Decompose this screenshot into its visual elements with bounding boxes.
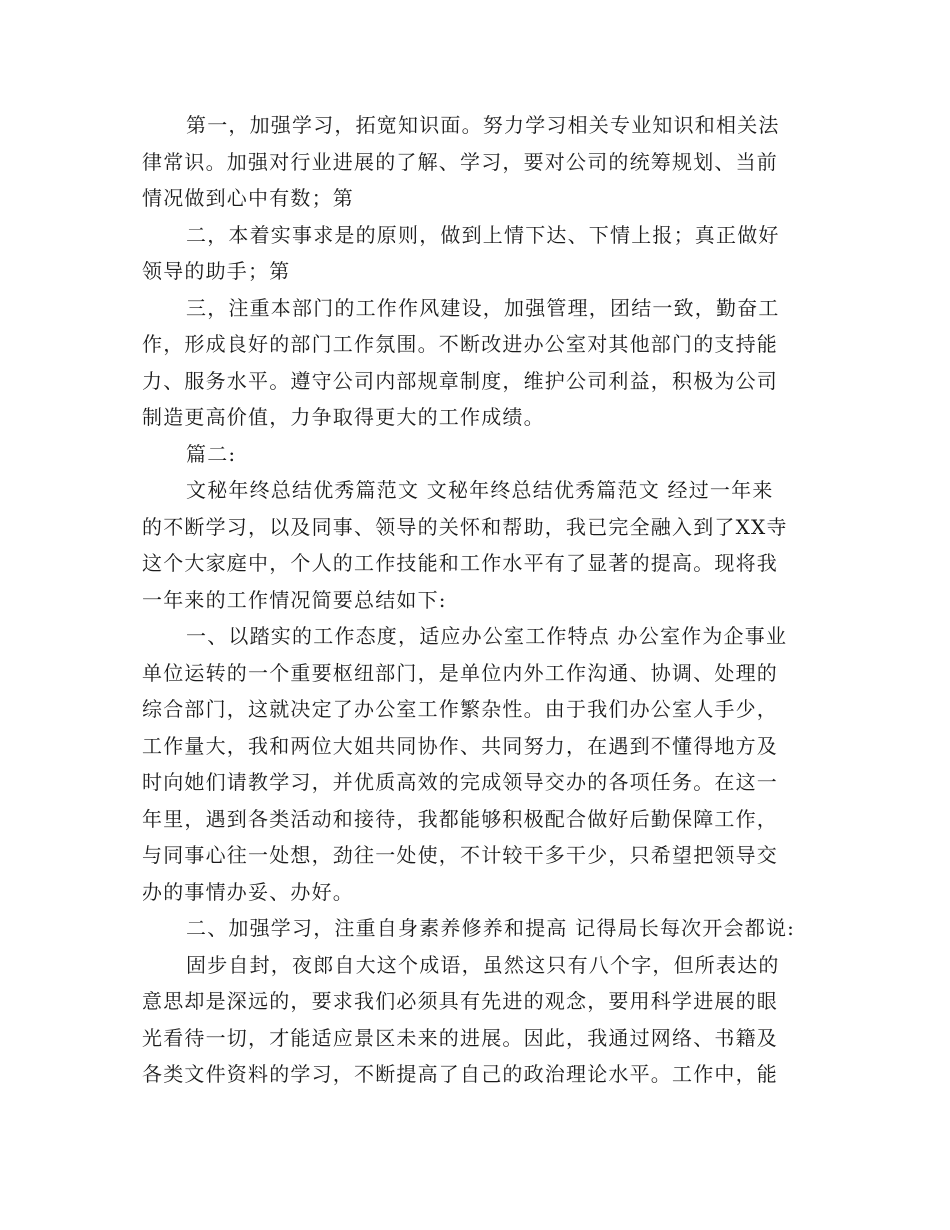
text-line: 工作量大，我和两位大姐共同协作、共同努力，在遇到不懂得地方及 — [142, 733, 778, 758]
text-line: 第一，加强学习，拓宽知识面。努力学习相关专业知识和相关法 — [186, 113, 780, 137]
text-line: 制造更高价值，力争取得更大的工作成绩。 — [142, 405, 545, 429]
text-line: 三，注重本部门的工作作风建设，加强管理，团结一致，勤奋工 — [186, 295, 780, 320]
text-line: 这个大家庭中，个人的工作技能和工作水平有了显著的提高。现将我 — [142, 551, 778, 575]
text-line: 二、加强学习，注重自身素养修养和提高 记得局长每次开会都说: — [186, 916, 796, 940]
text-line: 各类文件资料的学习，不断提高了自己的政治理论水平。工作中，能 — [142, 1062, 778, 1086]
text-line: 律常识。加强对行业进展的了解、学习，要对公司的统筹规划、当前 — [142, 149, 778, 174]
text-line: 一年来的工作情况简要总结如下: — [142, 587, 447, 612]
text-line: 单位运转的一个重要枢纽部门，是单位内外工作沟通、协调、处理的 — [142, 660, 778, 685]
text-line: 力、服务水平。遵守公司内部规章制度，维护公司利益，积极为公司 — [142, 368, 778, 393]
text-line: 办的事情办妥、办好。 — [142, 879, 354, 904]
text-line: 意思却是深远的，要求我们必须具有先进的观念，要用科学进展的眼 — [142, 989, 778, 1013]
text-line: 作，形成良好的部门工作氛围。不断改进办公室对其他部门的支持能 — [142, 332, 778, 356]
text-line: 的不断学习，以及同事、领导的关怀和帮助，我已完全融入到了XX寺 — [142, 514, 788, 539]
text-line: 情况做到心中有数；第 — [142, 186, 354, 210]
text-line: 年里，遇到各类活动和接待，我都能够积极配合做好后勤保障工作， — [142, 806, 778, 831]
text-line: 一、以踏实的工作态度，适应办公室工作特点 办公室作为企事业 — [186, 624, 788, 648]
text-line: 时向她们请教学习，并优质高效的完成领导交办的各项任务。在这一 — [142, 770, 778, 794]
text-line: 二，本着实事求是的原则，做到上情下达、下情上报；真正做好 — [186, 222, 780, 247]
text-line: 文秘年终总结优秀篇范文 文秘年终总结优秀篇范文 经过一年来 — [186, 478, 774, 502]
text-line: 与同事心往一处想，劲往一处使，不计较干多干少，只希望把领导交 — [142, 843, 778, 867]
text-line: 光看待一切，才能适应景区未来的进展。因此，我通过网络、书籍及 — [142, 1025, 778, 1050]
text-line: 固步自封，夜郎自大这个成语，虽然这只有八个字，但所表达的 — [186, 952, 780, 977]
text-line: 综合部门，这就决定了办公室工作繁杂性。由于我们办公室人手少， — [142, 697, 778, 721]
body-text — [142, 107, 810, 1093]
text-line: 篇二: — [186, 441, 237, 466]
text-line: 领导的助手；第 — [142, 259, 291, 283]
